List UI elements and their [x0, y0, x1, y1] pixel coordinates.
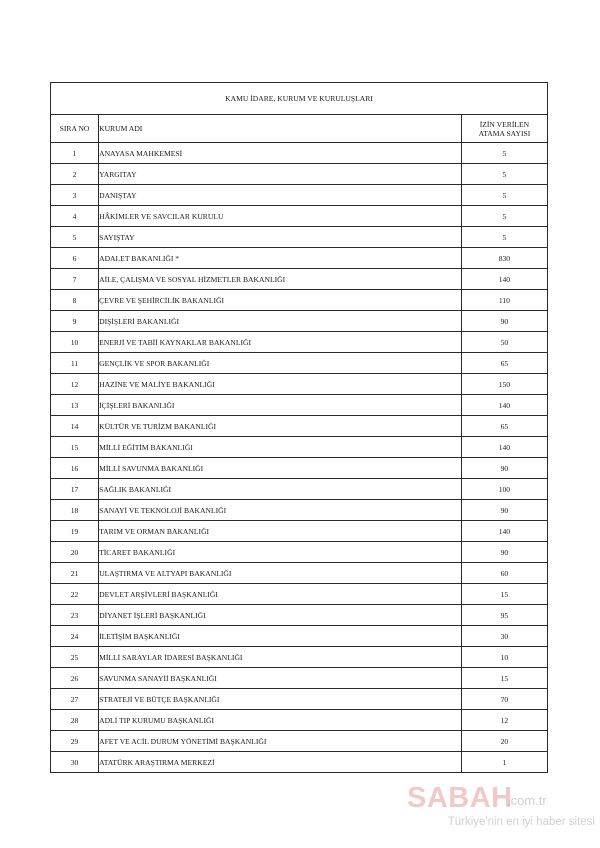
table-row — [51, 290, 548, 311]
row-appointment-count: 30 — [461, 626, 547, 647]
header-kurum-adi: KURUM ADI — [99, 115, 462, 143]
table-row — [51, 269, 548, 290]
table-row — [51, 563, 548, 584]
row-appointment-count: 90 — [461, 458, 547, 479]
row-appointment-count: 15 — [461, 668, 547, 689]
row-number: 23 — [51, 605, 99, 626]
row-appointment-count: 830 — [461, 248, 547, 269]
row-institution-name: STRATEJİ VE BÜTÇE BAŞKANLIĞI — [99, 689, 462, 710]
row-institution-name: ENERJİ VE TABİİ KAYNAKLAR BAKANLIĞI — [99, 332, 462, 353]
table-row — [51, 416, 548, 437]
row-appointment-count: 150 — [461, 374, 547, 395]
row-institution-name: ADALET BAKANLIĞI * — [99, 248, 462, 269]
watermark-domain: .com.tr — [507, 793, 547, 808]
table-row — [51, 521, 548, 542]
row-institution-name: SAĞLIK BAKANLIĞI — [99, 479, 462, 500]
row-appointment-count: 90 — [461, 542, 547, 563]
row-institution-name: ÇEVRE VE ŞEHİRCİLİK BAKANLIĞI — [99, 290, 462, 311]
row-number: 13 — [51, 395, 99, 416]
row-appointment-count: 140 — [461, 437, 547, 458]
row-institution-name: ANAYASA MAHKEMESİ — [99, 143, 462, 164]
row-appointment-count: 90 — [461, 500, 547, 521]
row-appointment-count: 5 — [461, 227, 547, 248]
table-row — [51, 185, 548, 206]
watermark-logo: SABAH — [407, 782, 513, 814]
row-number: 3 — [51, 185, 99, 206]
table-title: KAMU İDARE, KURUM VE KURULUŞLARI — [51, 83, 548, 115]
row-institution-name: İÇİŞLERİ BAKANLIĞI — [99, 395, 462, 416]
row-number: 6 — [51, 248, 99, 269]
row-institution-name: DİYANET İŞLERİ BAŞKANLIĞI — [99, 605, 462, 626]
row-appointment-count: 15 — [461, 584, 547, 605]
row-number: 15 — [51, 437, 99, 458]
row-institution-name: DEVLET ARŞİVLERİ BAŞKANLIĞI — [99, 584, 462, 605]
row-number: 29 — [51, 731, 99, 752]
row-appointment-count: 70 — [461, 689, 547, 710]
table-row — [51, 458, 548, 479]
table-row — [51, 395, 548, 416]
row-appointment-count: 5 — [461, 206, 547, 227]
row-number: 9 — [51, 311, 99, 332]
row-appointment-count: 110 — [461, 290, 547, 311]
row-institution-name: GENÇLİK VE SPOR BAKANLIĞI — [99, 353, 462, 374]
header-atama-line2: ATAMA SAYISI — [478, 128, 531, 138]
row-number: 5 — [51, 227, 99, 248]
row-number: 7 — [51, 269, 99, 290]
table-row — [51, 206, 548, 227]
table-header-row — [51, 115, 548, 143]
row-appointment-count: 12 — [461, 710, 547, 731]
row-appointment-count: 50 — [461, 332, 547, 353]
row-appointment-count: 5 — [461, 164, 547, 185]
row-appointment-count: 5 — [461, 185, 547, 206]
row-number: 17 — [51, 479, 99, 500]
row-institution-name: AİLE, ÇALIŞMA VE SOSYAL HİZMETLER BAKANLIĞI — [99, 269, 462, 290]
row-institution-name: SAVUNMA SANAYİİ BAŞKANLIĞI — [99, 668, 462, 689]
row-number: 8 — [51, 290, 99, 311]
row-appointment-count: 95 — [461, 605, 547, 626]
row-appointment-count: 65 — [461, 416, 547, 437]
table-row — [51, 668, 548, 689]
row-number: 2 — [51, 164, 99, 185]
row-number: 25 — [51, 647, 99, 668]
table-row — [51, 248, 548, 269]
row-appointment-count: 90 — [461, 311, 547, 332]
header-atama-sayisi — [461, 115, 547, 143]
table-row — [51, 164, 548, 185]
row-institution-name: HAZİNE VE MALİYE BAKANLIĞI — [99, 374, 462, 395]
row-number: 16 — [51, 458, 99, 479]
row-number: 14 — [51, 416, 99, 437]
row-institution-name: MİLLİ EĞİTİM BAKANLIĞI — [99, 437, 462, 458]
row-appointment-count: 5 — [461, 143, 547, 164]
table-row — [51, 647, 548, 668]
header-sira-no: SIRA NO — [51, 115, 99, 143]
institutions-table — [50, 82, 548, 773]
table-row — [51, 311, 548, 332]
row-appointment-count: 140 — [461, 269, 547, 290]
row-institution-name: MİLLİ SARAYLAR İDARESİ BAŞKANLIĞI — [99, 647, 462, 668]
table-row — [51, 752, 548, 773]
row-number: 27 — [51, 689, 99, 710]
row-number: 11 — [51, 353, 99, 374]
row-appointment-count: 65 — [461, 353, 547, 374]
table-row — [51, 479, 548, 500]
row-appointment-count: 140 — [461, 395, 547, 416]
table-row — [51, 374, 548, 395]
table-row — [51, 227, 548, 248]
row-appointment-count: 20 — [461, 731, 547, 752]
row-appointment-count: 10 — [461, 647, 547, 668]
row-institution-name: ULAŞTIRMA VE ALTYAPI BAKANLIĞI — [99, 563, 462, 584]
table-row — [51, 332, 548, 353]
row-number: 20 — [51, 542, 99, 563]
row-institution-name: TARIM VE ORMAN BAKANLIĞI — [99, 521, 462, 542]
row-institution-name: AFET VE ACİL DURUM YÖNETİMİ BAŞKANLIĞI — [99, 731, 462, 752]
table-row — [51, 584, 548, 605]
row-number: 4 — [51, 206, 99, 227]
row-number: 18 — [51, 500, 99, 521]
table-row — [51, 437, 548, 458]
table-row — [51, 710, 548, 731]
table-row — [51, 353, 548, 374]
row-number: 26 — [51, 668, 99, 689]
sabah-watermark — [405, 780, 595, 836]
row-number: 30 — [51, 752, 99, 773]
row-institution-name: DIŞİŞLERİ BAKANLIĞI — [99, 311, 462, 332]
table-row — [51, 689, 548, 710]
row-institution-name: KÜLTÜR VE TURİZM BAKANLIĞI — [99, 416, 462, 437]
row-number: 28 — [51, 710, 99, 731]
table-row — [51, 143, 548, 164]
table-row — [51, 500, 548, 521]
row-appointment-count: 60 — [461, 563, 547, 584]
header-atama-line1: İZİN VERİLEN — [479, 119, 530, 129]
row-institution-name: ATATÜRK ARAŞTIRMA MERKEZİ — [99, 752, 462, 773]
row-institution-name: YARGITAY — [99, 164, 462, 185]
row-appointment-count: 100 — [461, 479, 547, 500]
row-number: 12 — [51, 374, 99, 395]
row-institution-name: TİCARET BAKANLIĞI — [99, 542, 462, 563]
row-institution-name: İLETİŞİM BAŞKANLIĞI — [99, 626, 462, 647]
table-row — [51, 626, 548, 647]
row-institution-name: HÂKİMLER VE SAVCILAR KURULU — [99, 206, 462, 227]
row-institution-name: SANAYİ VE TEKNOLOJİ BAKANLIĞI — [99, 500, 462, 521]
row-institution-name: SAYIŞTAY — [99, 227, 462, 248]
row-appointment-count: 1 — [461, 752, 547, 773]
row-number: 19 — [51, 521, 99, 542]
row-number: 22 — [51, 584, 99, 605]
row-institution-name: ADLİ TIP KURUMU BAŞKANLIĞI — [99, 710, 462, 731]
row-number: 1 — [51, 143, 99, 164]
watermark-slogan: Türkiye'nin en iyi haber sitesi — [447, 816, 595, 828]
row-number: 21 — [51, 563, 99, 584]
row-number: 24 — [51, 626, 99, 647]
row-number: 10 — [51, 332, 99, 353]
table-title-row — [51, 83, 548, 115]
table-body — [51, 83, 548, 773]
row-institution-name: MİLLİ SAVUNMA BAKANLIĞI — [99, 458, 462, 479]
row-institution-name: DANIŞTAY — [99, 185, 462, 206]
table-row — [51, 605, 548, 626]
table-row — [51, 542, 548, 563]
row-appointment-count: 140 — [461, 521, 547, 542]
table-row — [51, 731, 548, 752]
